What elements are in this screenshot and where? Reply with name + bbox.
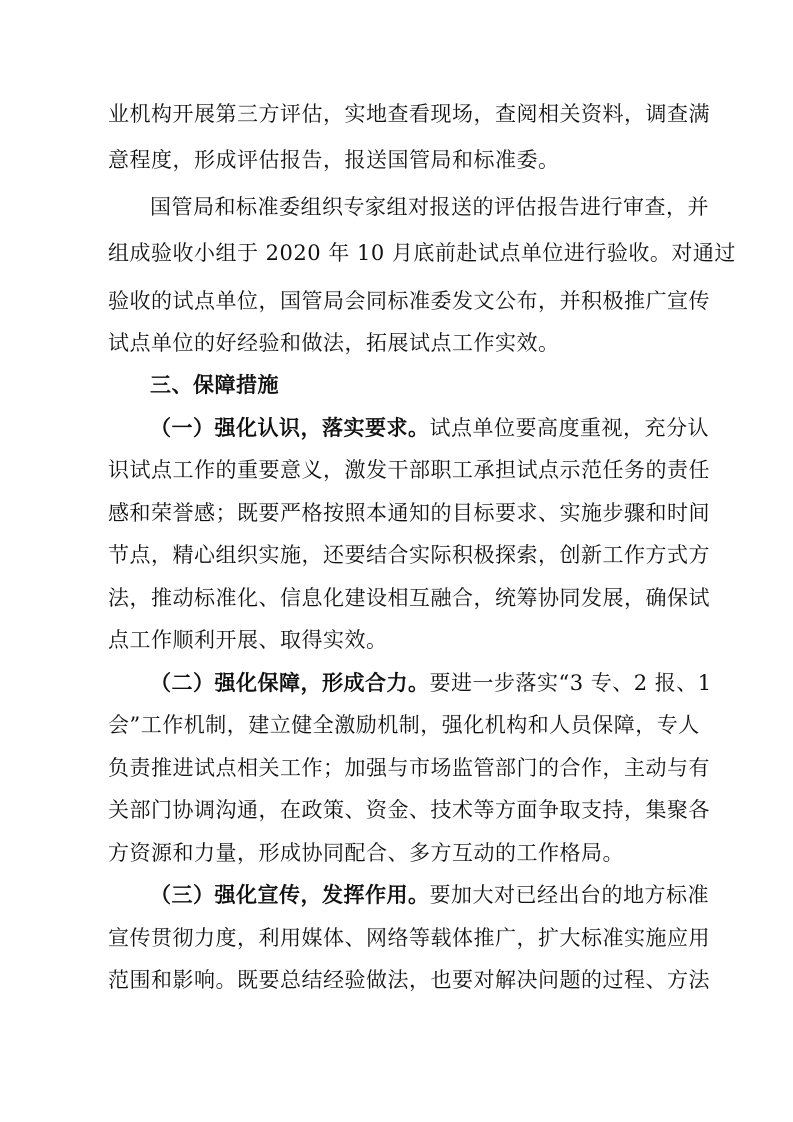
subsection-text: 试点单位要高度重视，充分认 [429,416,709,440]
paragraph-line: 范围和影响。既要总结经验做法，也要对解决问题的过程、方法 [108,968,710,992]
subsection-lead: （一）强化认识，落实要求。 [150,416,430,440]
paragraph-line: 方资源和力量，形成协同配合、多方互动的工作格局。 [108,841,624,865]
paragraph-line: 识试点工作的重要意义，激发干部职工承担试点示范任务的责任 [108,458,710,482]
paragraph-line: 国管局和标准委组织专家组对报送的评估报告进行审查，并 [150,195,709,219]
paragraph-line: 点工作顺利开展、取得实效。 [108,628,388,652]
paragraph-line: 业机构开展第三方评估，实地查看现场，查阅相关资料，调查满 [108,102,710,126]
subsection-first-line [150,880,709,910]
paragraph-line: 负责推进试点相关工作；加强与市场监管部门的合作，主动与有 [108,756,710,780]
subsection-lead: （三）强化宣传，发挥作用。 [150,883,430,907]
paragraph-line: 意程度，形成评估报告，报送国管局和标准委。 [108,148,560,172]
subsection-first-line [150,668,712,698]
section-heading: 三、保障措施 [150,373,279,397]
paragraph-line: 组成验收小组于 2020 年 10 月底前赴试点单位进行验收。对通过 [108,241,736,265]
subsection-first-line [150,413,709,443]
subsection-lead: （二）强化保障，形成合力。 [150,671,430,695]
paragraph-line: 感和荣誉感；既要严格按照本通知的目标要求、实施步骤和时间 [108,501,710,525]
paragraph-line: 关部门协调沟通，在政策、资金、技术等方面争取支持，集聚各 [108,798,710,822]
subsection-text: 要加大对已经出台的地方标准 [429,883,709,907]
paragraph-line: 验收的试点单位，国管局会同标准委发文公布，并积极推广宣传 [108,289,710,313]
paragraph-line: 法，推动标准化、信息化建设相互融合，统筹协同发展，确保试 [108,586,710,610]
paragraph-line: 宣传贯彻力度，利用媒体、网络等载体推广，扩大标准实施应用 [108,926,710,950]
paragraph-line: 试点单位的好经验和做法，拓展试点工作实效。 [108,331,560,355]
subsection-text: 要进一步落实“3 专、2 报、1 [429,671,712,695]
paragraph-line: 节点，精心组织实施，还要结合实际积极探索，创新工作方式方 [108,543,710,567]
paragraph-line: 会”工作机制，建立健全激励机制，强化机构和人员保障，专人 [108,713,700,737]
